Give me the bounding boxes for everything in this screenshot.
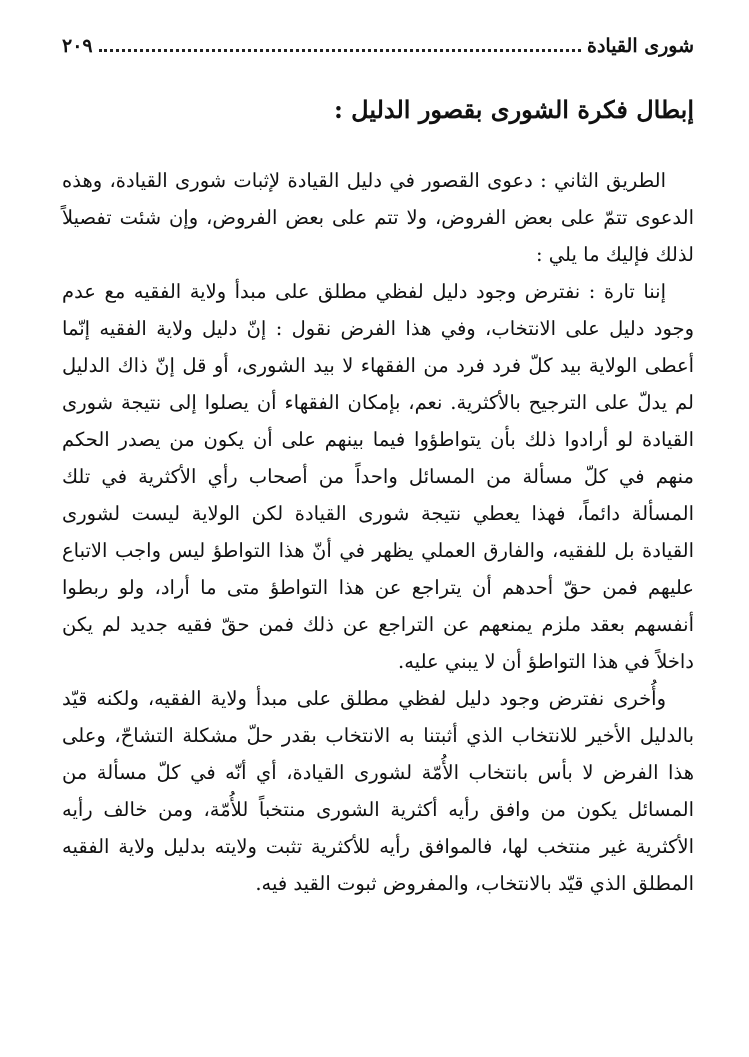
leader-dots: [99, 49, 581, 52]
running-title: شورى القيادة: [586, 35, 694, 57]
page-number: ٢٠٩: [62, 35, 93, 57]
section-title: إبطال فكرة الشورى بقصور الدليل :: [333, 95, 694, 124]
paragraph: وأُخرى نفترض وجود دليل لفظي مطلق على مبدأ ولاية الفقيه، ولكنه قيّد بالدليل الأخير للانتخاب الذي أثبتنا به الانتخاب بقدر حلّ مشكلة التشاحّ، وعلى هذا الفرض لا بأس بانتخاب الأُمّة لشورى القيادة، أي أنّه في كلّ مسألة من المسائل يكون من وافق رأيه أكثرية الشورى منتخباً للأُمّة، ومن خالف رأيه الأكثرية غير منتخب لها، فالموافق رأيه للأكثرية تثبت ولايته بدليل ولاية الفقيه المطلق الذي قيّد بالانتخاب، والمفروض ثبوت القيد فيه.: [62, 687, 694, 895]
running-header: [62, 28, 694, 56]
paragraph: الطريق الثاني : دعوى القصور في دليل القيادة لإثبات شورى القيادة، وهذه الدعوى تتمّ على بعض الفروض، ولا تتم على بعض الفروض، وإن شئت تفصيلاً لذلك فإليك ما يلي :: [62, 169, 694, 266]
body-text: [62, 162, 694, 902]
paragraph: إننا تارة : نفترض وجود دليل لفظي مطلق على مبدأ ولاية الفقيه مع عدم وجود دليل على الانتخاب، وفي هذا الفرض نقول : إنّ دليل ولاية الفقيه إنّما أعطى الولاية بيد كلّ فرد فرد من الفقهاء لا بيد الشورى، أو قل إنّ ذاك الدليل لم يدلّ على الترجيح بالأكثرية. نعم، بإمكان الفقهاء أن يصلوا إلى نتيجة شورى القيادة لو أرادوا ذلك بأن يتواطؤوا فيما بينهم على أن يكون من يصدر الحكم منهم في كلّ مسألة من المسائل واحداً من أصحاب رأي الأكثرية في تلك المسألة دائماً، فهذا يعطي نتيجة شورى القيادة لكن الولاية ليست لشورى القيادة بل للفقيه، والفارق العملي يظهر في أنّ هذا التواطؤ ليس واجب الاتباع عليهم فمن حقّ أحدهم أن يتراجع عن هذا التواطؤ متى ما أراد، ولو ربطوا أنفسهم بعقد ملزم يمنعهم عن التراجع عن ذلك فمن حقّ فقيه جديد لم يكن داخلاً في هذا التواطؤ أن لا يبني عليه.: [62, 280, 694, 673]
